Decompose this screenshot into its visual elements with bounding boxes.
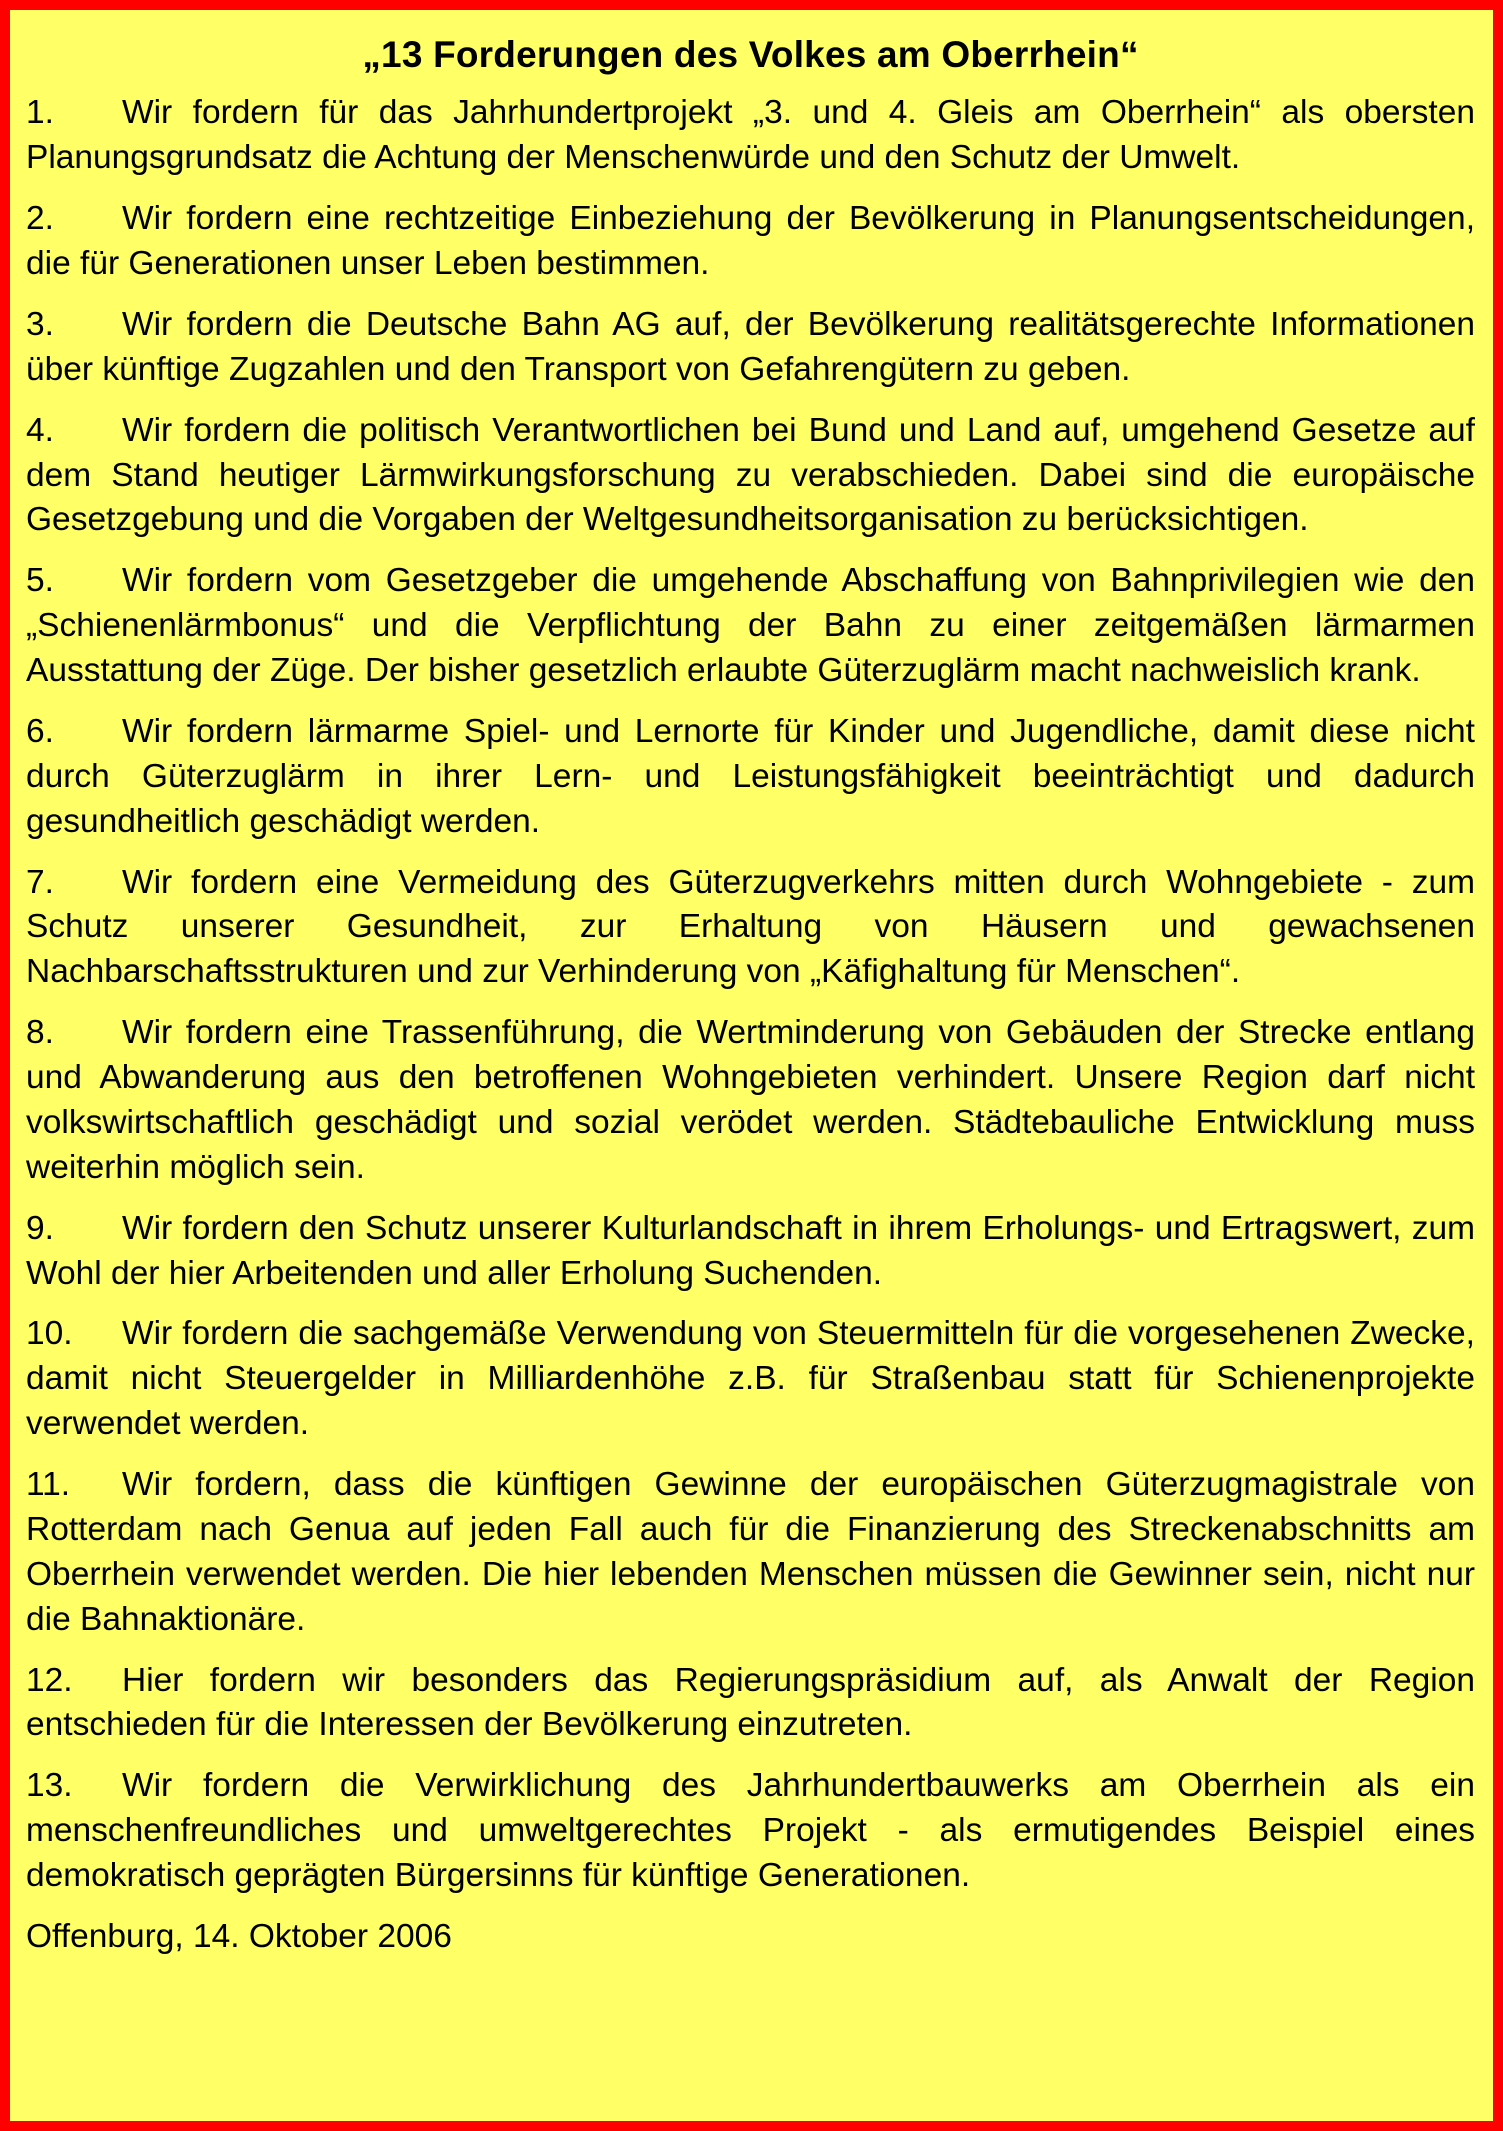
demand-text: Wir fordern eine Vermeidung des Güterzugverkehrs mitten durch Wohngebiete - zum Schutz unserer Gesundheit, zur Erhaltung von Häusern und gewachsenen Nachbarschaftsstrukturen und zur Verhinderung von „Käfighaltung für Menschen“. <box>26 863 1475 991</box>
demand-item-6 <box>26 710 1475 845</box>
demand-item-1 <box>26 91 1475 181</box>
demand-text: Wir fordern die Verwirklichung des Jahrhundertbauwerks am Oberrhein als ein menschenfreundliches und umweltgerechtes Projekt - als ermutigendes Beispiel eines demokratisch geprägten Bürgersinns für künftige Generationen. <box>26 1767 1475 1895</box>
demand-item-11 <box>26 1463 1475 1643</box>
demand-text: Wir fordern eine Trassenführung, die Wertminderung von Gebäuden der Strecke entlang und Abwanderung aus den betroffenen Wohngebieten verhindert. Unsere Region darf nicht volkswirtschaftlich geschädigt und sozial verödet werden. Städtebauliche Entwicklung muss weiterhin möglich sein. <box>26 1014 1475 1186</box>
demand-text: Wir fordern, dass die künftigen Gewinne der europäischen Güterzugmagistrale von Rotterdam nach Genua auf jeden Fall auch für die Finanzierung des Streckenabschnitts am Oberrhein verwendet werden. Die hier lebenden Menschen müssen die Gewinner sein, nicht nur die Bahnaktionäre. <box>26 1466 1475 1638</box>
demand-number: 2. <box>26 200 54 238</box>
demand-number: 9. <box>26 1209 54 1247</box>
demand-number: 3. <box>26 305 54 343</box>
demand-number: 5. <box>26 562 54 600</box>
demand-number: 10. <box>26 1315 73 1353</box>
demand-item-4 <box>26 409 1475 544</box>
demand-item-9 <box>26 1207 1475 1297</box>
demand-number: 1. <box>26 94 54 132</box>
demand-text: Wir fordern lärmarme Spiel- und Lernorte für Kinder und Jugendliche, damit diese nicht durch Güterzuglärm in ihrer Lern- und Leistungsfähigkeit beeinträchtigt und dadurch gesundheitlich geschädigt werden. <box>26 712 1475 840</box>
demand-number: 8. <box>26 1014 54 1052</box>
demand-number: 7. <box>26 863 54 901</box>
demand-text: Wir fordern die politisch Verantwortlichen bei Bund und Land auf, umgehend Gesetze auf dem Stand heutiger Lärmwirkungsforschung zu verabschieden. Dabei sind die europäische Gesetzgebung und die Vorgaben der Weltgesundheitsorganisation zu berücksichtigen. <box>26 411 1475 539</box>
poster-title: „13 Forderungen des Volkes am Oberrhein“ <box>362 34 1139 75</box>
demand-item-5 <box>26 559 1475 694</box>
place-date-signature: Offenburg, 14. Oktober 2006 <box>26 1917 452 1955</box>
demand-text: Hier fordern wir besonders das Regierungspräsidium auf, als Anwalt der Region entschieden für die Interessen der Bevölkerung einzutreten. <box>26 1661 1475 1744</box>
demand-item-3 <box>26 303 1475 393</box>
demand-text: Wir fordern den Schutz unserer Kulturlandschaft in ihrem Erholungs- und Ertragswert, zum Wohl der hier Arbeitenden und aller Erholung Suchenden. <box>26 1209 1475 1292</box>
demands-list <box>26 91 1475 1899</box>
demand-text: Wir fordern die Deutsche Bahn AG auf, der Bevölkerung realitätsgerechte Informationen über künftige Zugzahlen und den Transport von Gefahrengütern zu geben. <box>26 305 1475 388</box>
demand-item-8 <box>26 1011 1475 1191</box>
demand-text: Wir fordern eine rechtzeitige Einbeziehung der Bevölkerung in Planungsentscheidungen, die für Generationen unser Leben bestimmen. <box>26 200 1475 283</box>
demand-item-13 <box>26 1764 1475 1899</box>
demand-text: Wir fordern die sachgemäße Verwendung von Steuermitteln für die vorgesehenen Zwecke, damit nicht Steuergelder in Milliardenhöhe z.B. für Straßenbau statt für Schienenprojekte verwendet werden. <box>26 1315 1475 1443</box>
demand-number: 4. <box>26 411 54 449</box>
demand-number: 13. <box>26 1767 73 1805</box>
demand-item-10 <box>26 1312 1475 1447</box>
demand-item-7 <box>26 861 1475 996</box>
demand-item-12 <box>26 1659 1475 1749</box>
demand-number: 6. <box>26 712 54 750</box>
demand-item-2 <box>26 197 1475 287</box>
demand-number: 12. <box>26 1661 73 1699</box>
demand-text: Wir fordern für das Jahrhundertprojekt „3. und 4. Gleis am Oberrhein“ als obersten Planungsgrundsatz die Achtung der Menschenwürde und den Schutz der Umwelt. <box>26 94 1475 177</box>
demand-number: 11. <box>26 1466 71 1504</box>
poster-content <box>26 34 1475 2103</box>
demand-text: Wir fordern vom Gesetzgeber die umgehende Abschaffung von Bahnprivilegien wie den „Schienenlärmbonus“ und die Verpflichtung der Bahn zu einer zeitgemäßen lärmarmen Ausstattung der Züge. Der bisher gesetzlich erlaubte Güterzuglärm macht nachweislich krank. <box>26 562 1475 690</box>
